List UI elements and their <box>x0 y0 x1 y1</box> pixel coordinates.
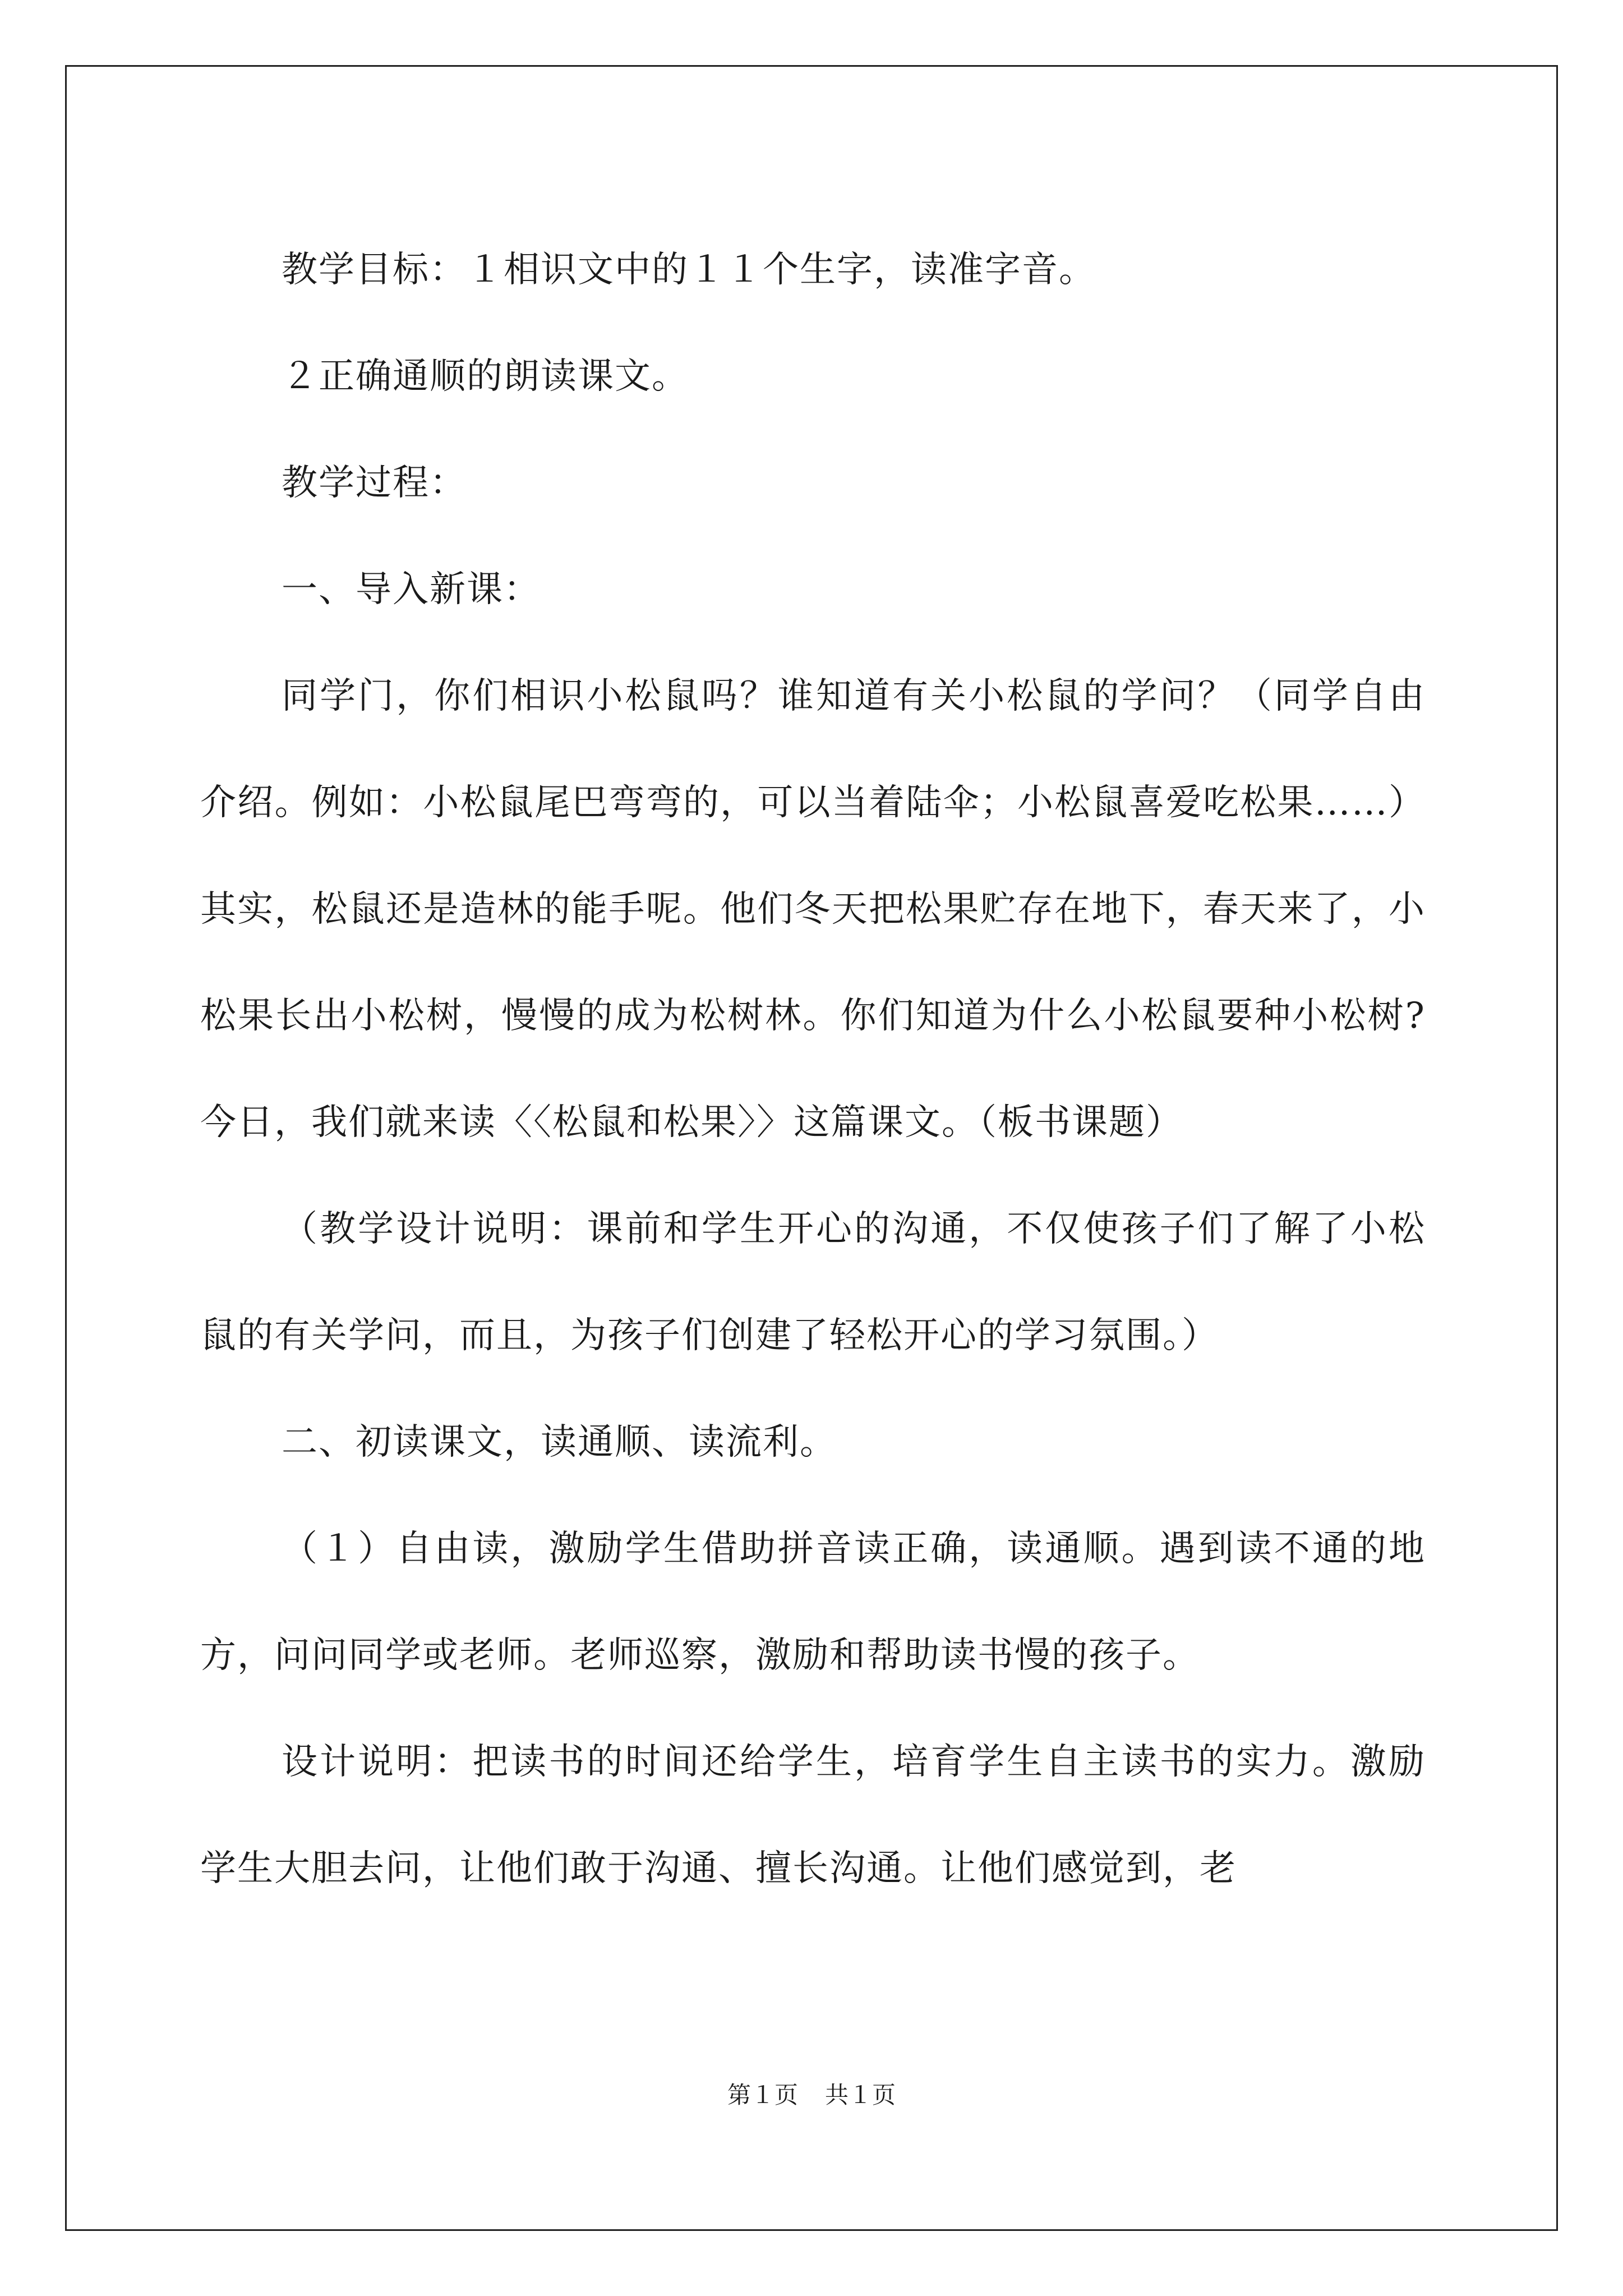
paragraph-design-note-1: （教学设计说明：课前和学生开心的沟通，不仅使孩子们了解了小松鼠的有关学问，而且，为孩子们创建了轻松开心的学习氛围。） <box>200 1208 1426 1356</box>
paragraph-teaching-goal-2: ２正确通顺的朗读课文。 <box>282 356 689 397</box>
document-body <box>200 217 1426 1922</box>
paragraph-teaching-goal-1: 教学目标：１相识文中的１１个生字，读准字音。 <box>282 249 1096 291</box>
paragraph-process-heading: 教学过程： <box>282 462 467 504</box>
section-heading-first-reading: 二、初读课文，读通顺、读流利。 <box>282 1421 837 1463</box>
page-number-total: 共１页 <box>825 2081 896 2109</box>
page-footer <box>0 2078 1623 2112</box>
paragraph-design-note-2: 设计说明：把读书的时间还给学生，培育学生自主读书的实力。激励学生大胆去问，让他们敢于沟通、擅长沟通。让他们感觉到，老 <box>200 1741 1426 1889</box>
page-number-current: 第１页 <box>727 2081 798 2109</box>
paragraph-intro-text: 同学门，你们相识小松鼠吗？谁知道有关小松鼠的学问？（同学自由介绍。例如：小松鼠尾巴弯弯的，可以当着陆伞；小松鼠喜爱吃松果……）其实，松鼠还是造林的能手呢。他们冬天把松果贮存在地下，春天来了，小松果长出小松树，慢慢的成为松树林。你们知道为什么小松鼠要种小松树?今日，我们就来读〈〈松鼠和松果〉〉这篇课文。（板书课题） <box>200 675 1426 1143</box>
section-heading-intro: 一、导入新课： <box>282 569 541 610</box>
paragraph-free-reading: （１）自由读，激励学生借助拼音读正确，读通顺。遇到读不通的地方，问问同学或老师。老师巡察，激励和帮助读书慢的孩子。 <box>200 1528 1426 1676</box>
